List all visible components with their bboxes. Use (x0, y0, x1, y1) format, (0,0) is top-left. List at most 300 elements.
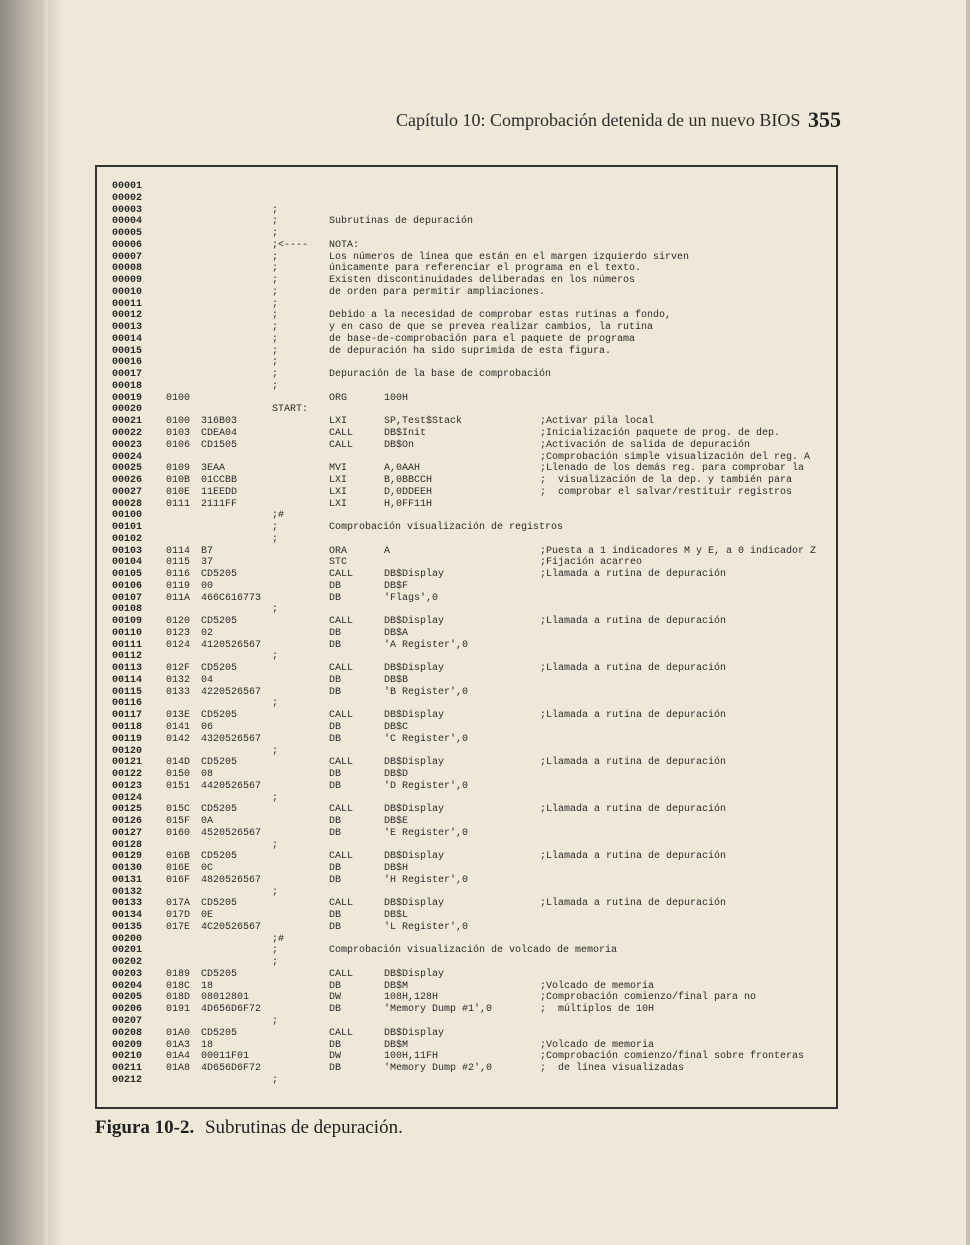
line-number: 00207 (112, 1016, 143, 1027)
object-bytes: 4D656D6F72 (201, 1063, 262, 1074)
operand: 'C Register',0 (384, 733, 469, 745)
line-number: 00008 (112, 263, 143, 275)
listing-line (97, 205, 837, 217)
operand: DB$Display (384, 757, 445, 769)
operand: 'D Register',0 (384, 780, 469, 792)
opcode: DB (329, 1039, 342, 1051)
book-spine-shadow (0, 0, 62, 1245)
operand: DB$Display (384, 1027, 445, 1039)
listing-line (97, 287, 837, 299)
address: 0189 (166, 968, 191, 980)
address: 0142 (166, 733, 191, 745)
operand: H,0FF11H (384, 498, 433, 510)
line-number: 00120 (112, 745, 143, 757)
operand: DB$Display (384, 851, 445, 863)
object-bytes: CD5205 (201, 663, 238, 675)
line-number: 00117 (112, 710, 143, 722)
object-bytes: CD5205 (201, 804, 238, 816)
line-number: 00016 (112, 357, 143, 369)
object-bytes: 4520526567 (201, 827, 262, 839)
address: 010B (166, 475, 191, 486)
line-number: 00023 (112, 439, 143, 451)
label: ; (272, 345, 279, 357)
listing-line (97, 322, 837, 334)
line-number: 00122 (112, 769, 143, 780)
object-bytes: CD5205 (201, 616, 238, 628)
line-number: 00003 (112, 204, 143, 216)
label: ; (272, 310, 279, 322)
line-number: 00027 (112, 486, 143, 498)
label: ; (272, 263, 279, 275)
opcode: DB (329, 780, 342, 792)
object-bytes: 0C (201, 863, 214, 875)
address: 016F (166, 874, 191, 886)
address: 017A (166, 898, 191, 910)
line-number: 00135 (112, 921, 143, 933)
label: ; (272, 357, 279, 369)
opcode: DB (329, 580, 342, 592)
opcode: Depuración de la base de comprobación (329, 369, 552, 381)
address: 0111 (166, 498, 191, 510)
label: ; (272, 228, 279, 239)
object-bytes: CD5205 (201, 851, 238, 863)
opcode: de orden para permitir ampliaciones. (329, 286, 546, 298)
line-number: 00126 (112, 816, 143, 827)
operand: DB$Display (384, 616, 445, 628)
listing-line (97, 734, 837, 746)
listing-line (97, 1016, 837, 1028)
address: 012F (166, 663, 191, 675)
operand: DB$M (384, 980, 409, 992)
object-bytes: 316B03 (201, 416, 238, 428)
listing-line (97, 1063, 837, 1075)
address: 0120 (166, 616, 191, 628)
operand: 108H,128H (384, 992, 439, 1004)
listing-line (97, 275, 837, 287)
address: 0191 (166, 1004, 191, 1016)
object-bytes: 08 (201, 769, 214, 780)
line-number: 00010 (112, 286, 143, 298)
listing-line (97, 534, 837, 546)
listing-line (97, 746, 837, 758)
opcode: LXI (329, 486, 348, 498)
listing-line (97, 910, 837, 922)
line-number: 00111 (112, 639, 143, 651)
listing-line (97, 628, 837, 640)
comment: ;Inicialización paquete de prog. de dep. (540, 428, 781, 439)
label: ; (272, 533, 279, 545)
object-bytes: 466C616773 (201, 592, 262, 604)
listing-line (97, 499, 837, 511)
address: 0151 (166, 780, 191, 792)
operand: DB$Display (384, 968, 445, 980)
opcode: DB (329, 827, 342, 839)
opcode: DW (329, 992, 342, 1004)
listing-line (97, 992, 837, 1004)
line-number: 00007 (112, 251, 143, 263)
line-number: 00025 (112, 463, 143, 475)
comment: ;Llenado de los demás reg. para comprobar la (540, 463, 805, 475)
listing-line (97, 310, 837, 322)
opcode: LXI (329, 416, 348, 428)
line-number: 00134 (112, 910, 143, 922)
listing-line (97, 851, 837, 863)
line-number: 00103 (112, 545, 143, 557)
label: ; (272, 945, 279, 957)
comment: ;Llamada a rutina de depuración (540, 663, 727, 675)
page-number: 355 (808, 107, 841, 132)
opcode: DB (329, 639, 342, 651)
opcode: de depuración ha sido suprimida de esta figura. (329, 345, 612, 357)
opcode: DB (329, 980, 342, 992)
label: ; (272, 522, 279, 533)
opcode: ORG (329, 392, 348, 404)
address: 010E (166, 486, 191, 498)
operand: DB$H (384, 863, 409, 875)
line-number: 00212 (112, 1074, 143, 1086)
operand: 'A Register',0 (384, 639, 469, 651)
object-bytes: CD5205 (201, 757, 238, 769)
comment: ;Puesta a 1 indicadores M y E, a 0 indicador Z (540, 545, 817, 557)
listing-line (97, 393, 837, 405)
line-number: 00131 (112, 874, 143, 886)
object-bytes: 4220526567 (201, 686, 262, 698)
line-number: 00022 (112, 428, 143, 439)
listing-line (97, 1028, 837, 1040)
listing-line (97, 793, 837, 805)
line-number: 00203 (112, 968, 143, 980)
listing-line (97, 898, 837, 910)
opcode: de base-de-comprobación para el paquete de programa (329, 333, 636, 345)
line-number: 00108 (112, 604, 143, 616)
comment: ;Comprobación comienzo/final para no (540, 992, 757, 1004)
address: 0100 (166, 416, 191, 428)
object-bytes: CD5205 (201, 1027, 238, 1039)
address: 0116 (166, 569, 191, 581)
address: 0109 (166, 463, 191, 475)
opcode: Existen discontinuidades deliberadas en los números (329, 275, 636, 287)
opcode: DB (329, 921, 342, 933)
listing-line (97, 675, 837, 687)
listing-line (97, 522, 837, 534)
listing-line (97, 922, 837, 934)
comment: ;Volcado de memoria (540, 1039, 655, 1051)
operand: DB$E (384, 816, 409, 827)
line-number: 00012 (112, 310, 143, 322)
comment: ;Activar pila local (540, 416, 655, 428)
object-bytes: 06 (201, 722, 214, 733)
line-number: 00101 (112, 522, 143, 533)
operand: 'B Register',0 (384, 686, 469, 698)
comment: ;Llamada a rutina de depuración (540, 757, 727, 769)
opcode: CALL (329, 616, 354, 628)
line-number: 00017 (112, 369, 143, 381)
opcode: DB (329, 627, 342, 639)
operand: 'Memory Dump #1',0 (384, 1004, 493, 1016)
line-number: 00133 (112, 898, 143, 910)
line-number: 00106 (112, 580, 143, 592)
listing-line (97, 640, 837, 652)
address: 01A4 (166, 1051, 191, 1063)
address: 016B (166, 851, 191, 863)
comment: ; comprobar el salvar/restituir registros (540, 486, 793, 498)
line-number: 00119 (112, 733, 143, 745)
listing-line (97, 593, 837, 605)
listing-line (97, 687, 837, 699)
object-bytes: 00011F01 (201, 1051, 250, 1063)
opcode: DB (329, 863, 342, 875)
label: ; (272, 1074, 279, 1086)
address: 0133 (166, 686, 191, 698)
opcode: CALL (329, 1027, 354, 1039)
listing-line (97, 510, 837, 522)
opcode: DW (329, 1051, 342, 1063)
address: 0123 (166, 627, 191, 639)
listing-line (97, 781, 837, 793)
address: 011A (166, 592, 191, 604)
opcode: Subrutinas de depuración (329, 216, 474, 228)
label: ; (272, 886, 279, 898)
listing-line (97, 840, 837, 852)
line-number: 00104 (112, 557, 143, 569)
line-number: 00015 (112, 345, 143, 357)
figure-caption-text: Subrutinas de depuración. (204, 1117, 403, 1138)
address: 015F (166, 816, 191, 827)
opcode: MVI (329, 463, 348, 475)
opcode: DB (329, 1004, 342, 1016)
opcode: DB (329, 592, 342, 604)
listing-line (97, 887, 837, 899)
label: ; (272, 322, 279, 334)
address: 017E (166, 921, 191, 933)
listing-line (97, 710, 837, 722)
line-number: 00013 (112, 322, 143, 334)
line-number: 00026 (112, 475, 143, 486)
line-number: 00005 (112, 228, 143, 239)
line-number: 00206 (112, 1004, 143, 1016)
listing-line (97, 487, 837, 499)
operand: D,0DDEEH (384, 486, 433, 498)
operand: DB$L (384, 910, 409, 922)
right-page-edge (966, 0, 970, 1245)
listing-line (97, 1051, 837, 1063)
listing-line (97, 757, 837, 769)
opcode: CALL (329, 569, 354, 581)
object-bytes: 00 (201, 580, 214, 592)
opcode: y en caso de que se prevea realizar cambios, la rutina (329, 322, 654, 334)
opcode: CALL (329, 804, 354, 816)
operand: DB$On (384, 439, 415, 451)
address: 014D (166, 757, 191, 769)
opcode: DB (329, 769, 342, 780)
label: ; (272, 204, 279, 216)
line-number: 00125 (112, 804, 143, 816)
listing-line (97, 769, 837, 781)
line-number: 00105 (112, 569, 143, 581)
listing-line (97, 569, 837, 581)
label: ;# (272, 933, 285, 945)
listing-line (97, 863, 837, 875)
comment: ;Llamada a rutina de depuración (540, 569, 727, 581)
comment: ;Llamada a rutina de depuración (540, 710, 727, 722)
line-number: 00211 (112, 1063, 143, 1074)
opcode: Debido a la necesidad de comprobar estas rutinas a fondo, (329, 310, 672, 322)
opcode: CALL (329, 968, 354, 980)
line-number: 00132 (112, 886, 143, 898)
line-number: 00102 (112, 533, 143, 545)
operand: DB$Init (384, 428, 427, 439)
line-number: 00014 (112, 333, 143, 345)
line-number: 00100 (112, 510, 143, 522)
listing-line (97, 651, 837, 663)
operand: DB$D (384, 769, 409, 780)
operand: 'Flags',0 (384, 592, 439, 604)
address: 0100 (166, 392, 191, 404)
line-number: 00004 (112, 216, 143, 228)
line-number: 00020 (112, 404, 143, 416)
line-number: 00028 (112, 498, 143, 510)
address: 0115 (166, 557, 191, 569)
address: 01A0 (166, 1027, 191, 1039)
object-bytes: 4420526567 (201, 780, 262, 792)
label: ; (272, 286, 279, 298)
opcode: CALL (329, 439, 354, 451)
figure-caption (95, 1117, 403, 1139)
listing-line (97, 1075, 837, 1087)
address: 0124 (166, 639, 191, 651)
operand: 'L Register',0 (384, 921, 469, 933)
listing-line (97, 934, 837, 946)
listing-line (97, 346, 837, 358)
address: 017D (166, 910, 191, 922)
listing-line (97, 816, 837, 828)
listing-line (97, 546, 837, 558)
operand: DB$Display (384, 569, 445, 581)
label: ; (272, 216, 279, 228)
line-number: 00114 (112, 674, 143, 686)
object-bytes: CD5205 (201, 569, 238, 581)
address: 0160 (166, 827, 191, 839)
comment: ;Fijación acarreo (540, 557, 643, 569)
opcode: LXI (329, 498, 348, 510)
object-bytes: 11EEDD (201, 486, 238, 498)
operand: 'E Register',0 (384, 827, 469, 839)
line-number: 00018 (112, 380, 143, 392)
object-bytes: CD5205 (201, 710, 238, 722)
comment: ; visualización de la dep. y también para (540, 475, 793, 486)
object-bytes: 08012801 (201, 992, 250, 1004)
opcode: únicamente para referenciar el programa en el texto. (329, 263, 642, 275)
listing-line (97, 804, 837, 816)
operand: DB$Display (384, 804, 445, 816)
label: ; (272, 1016, 279, 1027)
listing-line (97, 440, 837, 452)
listing-line (97, 945, 837, 957)
page-edge-strip (40, 0, 48, 1245)
code-listing-box (95, 165, 838, 1109)
label: ; (272, 251, 279, 263)
label: ; (272, 957, 279, 969)
line-number: 00205 (112, 992, 143, 1004)
listing-line (97, 475, 837, 487)
operand: 100H (384, 392, 409, 404)
address: 0141 (166, 722, 191, 733)
comment: ;Activación de salida de depuración (540, 439, 751, 451)
object-bytes: B7 (201, 545, 214, 557)
line-number: 00019 (112, 392, 143, 404)
opcode: DB (329, 686, 342, 698)
listing-line (97, 463, 837, 475)
opcode: CALL (329, 851, 354, 863)
opcode: DB (329, 733, 342, 745)
object-bytes: 0E (201, 910, 214, 922)
listing-line (97, 357, 837, 369)
address: 016E (166, 863, 191, 875)
comment: ;Comprobación simple visualización del reg. A (540, 451, 811, 463)
label: ; (272, 369, 279, 381)
operand: DB$M (384, 1039, 409, 1051)
line-number: 00002 (112, 192, 143, 204)
operand: B,0BBCCH (384, 475, 433, 486)
opcode: DB (329, 1063, 342, 1074)
line-number: 00200 (112, 933, 143, 945)
line-number: 00130 (112, 863, 143, 875)
object-bytes: 4C20526567 (201, 921, 262, 933)
object-bytes: 2111FF (201, 498, 238, 510)
line-number: 00202 (112, 957, 143, 969)
address: 01A8 (166, 1063, 191, 1074)
listing-line (97, 228, 837, 240)
operand: DB$A (384, 627, 409, 639)
opcode: Comprobación visualización de volcado de memoria (329, 945, 618, 957)
operand: DB$Display (384, 663, 445, 675)
opcode: CALL (329, 757, 354, 769)
address: 0150 (166, 769, 191, 780)
listing-line (97, 252, 837, 264)
line-number: 00118 (112, 722, 143, 733)
label: ; (272, 745, 279, 757)
listing-line (97, 181, 837, 193)
label: ;# (272, 510, 285, 522)
listing-line (97, 828, 837, 840)
listing-line (97, 969, 837, 981)
comment: ;Llamada a rutina de depuración (540, 616, 727, 628)
opcode: CALL (329, 428, 354, 439)
comment: ;Volcado de memoria (540, 980, 655, 992)
line-number: 00129 (112, 851, 143, 863)
operand: DB$Display (384, 710, 445, 722)
operand: 'H Register',0 (384, 874, 469, 886)
comment: ;Llamada a rutina de depuración (540, 804, 727, 816)
label: ; (272, 698, 279, 710)
opcode: CALL (329, 710, 354, 722)
listing-line (97, 369, 837, 381)
listing-line (97, 334, 837, 346)
operand: DB$C (384, 722, 409, 733)
opcode: CALL (329, 898, 354, 910)
listing-line (97, 875, 837, 887)
line-number: 00001 (112, 181, 143, 192)
line-number: 00024 (112, 451, 143, 463)
object-bytes: 0A (201, 816, 214, 827)
running-head: Capítulo 10: Comprobación detenida de un nuevo BIOS (396, 110, 801, 130)
object-bytes: 4D656D6F72 (201, 1004, 262, 1016)
line-number: 00208 (112, 1027, 143, 1039)
label: ; (272, 275, 279, 287)
label: ; (272, 792, 279, 804)
comment: ; de línea visualizadas (540, 1063, 685, 1074)
opcode: DB (329, 722, 342, 733)
